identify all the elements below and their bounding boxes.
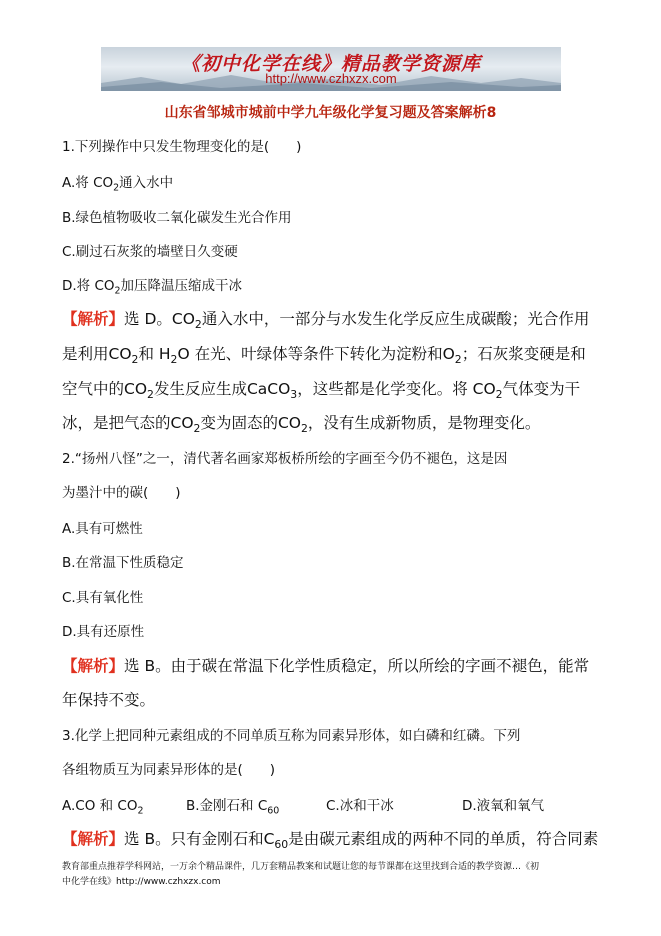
q3-option-a: A.CO 和 $CO_2$: [62, 798, 144, 817]
q3-stem-line-1: 3.化学上把同种元素组成的不同单质互称为同素异形体，如白磷和红磷。下列: [62, 728, 521, 744]
q3-option-d: D.液氧和氧气: [462, 798, 545, 814]
q2-analysis-line-2: 年保持不变。: [62, 691, 156, 709]
banner-title: 《初中化学在线》精品教学资源库: [180, 53, 481, 75]
q2-option-c: C.具有氧化性: [62, 590, 144, 606]
q3-options-row: [62, 794, 544, 817]
q3-stem-line-2: 各组物质互为同素异形体的是( ): [62, 762, 276, 778]
q2-option-d: D.具有还原性: [62, 624, 145, 640]
footer-line-1: 教育部重点推荐学科网站，一万余个精品课件，几万套精品教案和试题让您的每节课都在这里找到合适的教学资源…《初: [62, 862, 540, 872]
page-title: 山东省邹城市城前中学九年级化学复习题及答案解析8: [164, 105, 497, 121]
q1-option-d: D.将 $CO_2$加压降温压缩成干冰: [62, 278, 243, 297]
q3-analysis-line-1: 【解析】选 B。只有金刚石和$C_{60}$是由碳元素组成的两种不同的单质，符合同素: [62, 830, 599, 852]
q2-option-b: B.在常温下性质稳定: [62, 555, 184, 571]
analysis-tag: 【解析】: [62, 830, 125, 848]
q2-stem-line-2: 为墨汁中的碳( ): [62, 485, 181, 501]
q1-option-b: B.绿色植物吸收二氧化碳发生光合作用: [62, 210, 292, 226]
q3-option-c: C.冰和干冰: [326, 798, 394, 814]
q3-option-b: B.金刚石和 $C_{60}$: [186, 798, 280, 817]
page-footer: [62, 860, 622, 890]
q1-analysis-line-3: 空气中的$CO_2$发生反应生成CaCO$_3$，这些都是化学变化。将 $CO_2$气体变为干: [62, 380, 581, 402]
q1-option-c: C.刷过石灰浆的墙壁日久变硬: [62, 244, 238, 260]
q1-stem: 1.下列操作中只发生物理变化的是( ): [62, 139, 302, 155]
analysis-tag: 【解析】: [62, 657, 125, 675]
banner-url[interactable]: http://www.czhxzx.com: [265, 71, 397, 86]
analysis-tag: 【解析】: [62, 310, 125, 328]
q1-option-a: A.将 $CO_2$通入水中: [62, 175, 174, 194]
q2-stem-line-1: 2.“扬州八怪”之一，清代著名画家郑板桥所绘的字画至今仍不褪色，这是因: [62, 451, 508, 467]
q1-analysis-line-1: 【解析】选 D。$CO_2$通入水中，一部分与水发生化学反应生成碳酸；光合作用: [62, 310, 590, 332]
q2-analysis-line-1: 【解析】选 B。由于碳在常温下化学性质稳定，所以所绘的字画不褪色，能常: [62, 657, 590, 675]
header-banner: [101, 47, 561, 91]
footer-line-2: 中化学在线》http://www.czhxzx.com: [62, 877, 221, 887]
q2-option-a: A.具有可燃性: [62, 521, 143, 537]
q1-analysis-line-2: 是利用$CO_2$和 $H_2O$ 在光、叶绿体等条件下转化为淀粉和$O_2$；石灰浆变硬是和: [62, 345, 586, 367]
q1-analysis-line-4: 冰，是把气态的$CO_2$变为固态的$CO_2$，没有生成新物质，是物理变化。: [62, 414, 541, 436]
